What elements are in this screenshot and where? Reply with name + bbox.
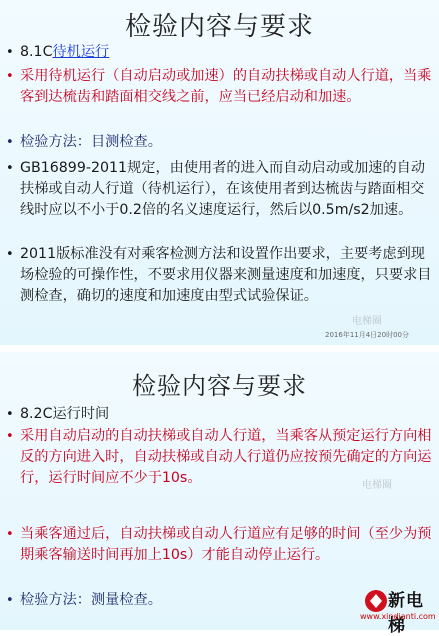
bullet-dot-icon: • <box>6 407 14 422</box>
watermark: 电梯圈 <box>352 316 382 327</box>
item-3-text: 检验方法：目测检查。 <box>20 134 162 150</box>
item-1-text: 8.2C运行时间 <box>20 406 110 422</box>
watermark: 电梯圈 <box>362 480 392 491</box>
standby-link[interactable]: 待机运行 <box>52 44 110 60</box>
slide-1-item-4 <box>6 158 433 221</box>
slide-2-item-4 <box>6 590 329 611</box>
item-3-text: 当乘客通过后，自动扶梯或自动人行道应有足够的时间（至少为预期乘客输送时间再加上10s）才能自动停止运行。 <box>20 526 432 563</box>
timestamp: 2016年11月4日20时00分 <box>325 331 409 339</box>
slide-1-title: 检验内容与要求 <box>124 12 314 42</box>
slide-1-item-2 <box>6 66 433 108</box>
slide-2-item-1 <box>6 404 433 425</box>
item-4-text: GB16899-2011规定，由使用者的进入而自动启动或加速的自动扶梯或自动人行道（待机运行），在该使用者到达梳齿与踏面相交线时应以不小于0.2倍的名义速度运行，然后以0.5m/s2加速。 <box>20 160 426 218</box>
brand-name: 新电梯 <box>388 591 424 636</box>
bullet-dot-icon: • <box>6 69 14 84</box>
bullet-dot-icon: • <box>6 135 14 150</box>
bullet-dot-icon: • <box>6 45 14 60</box>
item-2-text: 采用待机运行（自动启动或加速）的自动扶梯或自动人行道，当乘客到达梳齿和踏面相交线之前，应当已经启动和加速。 <box>20 68 432 105</box>
slide-1-item-1 <box>6 42 433 63</box>
bullet-dot-icon: • <box>6 161 14 176</box>
slide-1-item-5 <box>6 244 433 307</box>
slide-2-title: 检验内容与要求 <box>132 372 307 400</box>
slide-1-item-3 <box>6 132 433 153</box>
item-5-text: 2011版标准没有对乘客检测方法和设置作出要求，主要考虑到现场检验的可操作性，不要求用仪器来测量速度和加速度，只要求目测检查，确切的速度和加速度由型式试验保证。 <box>20 246 432 304</box>
item-4-text: 检验方法：测量检查。 <box>20 592 162 608</box>
bullet-dot-icon: • <box>6 527 14 542</box>
slide-2-item-3 <box>6 524 433 566</box>
item-2-text: 采用自动启动的自动扶梯或自动人行道，当乘客从预定运行方向相反的方向进入时，自动扶梯或自动人行道仍应按预先确定的方向运行，运行时间应不少于10s。 <box>20 428 432 486</box>
bullet-dot-icon: • <box>6 429 14 444</box>
bullet-dot-icon: • <box>6 247 14 262</box>
bullet-dot-icon: • <box>6 593 14 608</box>
brand-url: www.xindianti.com <box>360 612 436 621</box>
item-1-prefix: 8.1C <box>20 44 53 60</box>
